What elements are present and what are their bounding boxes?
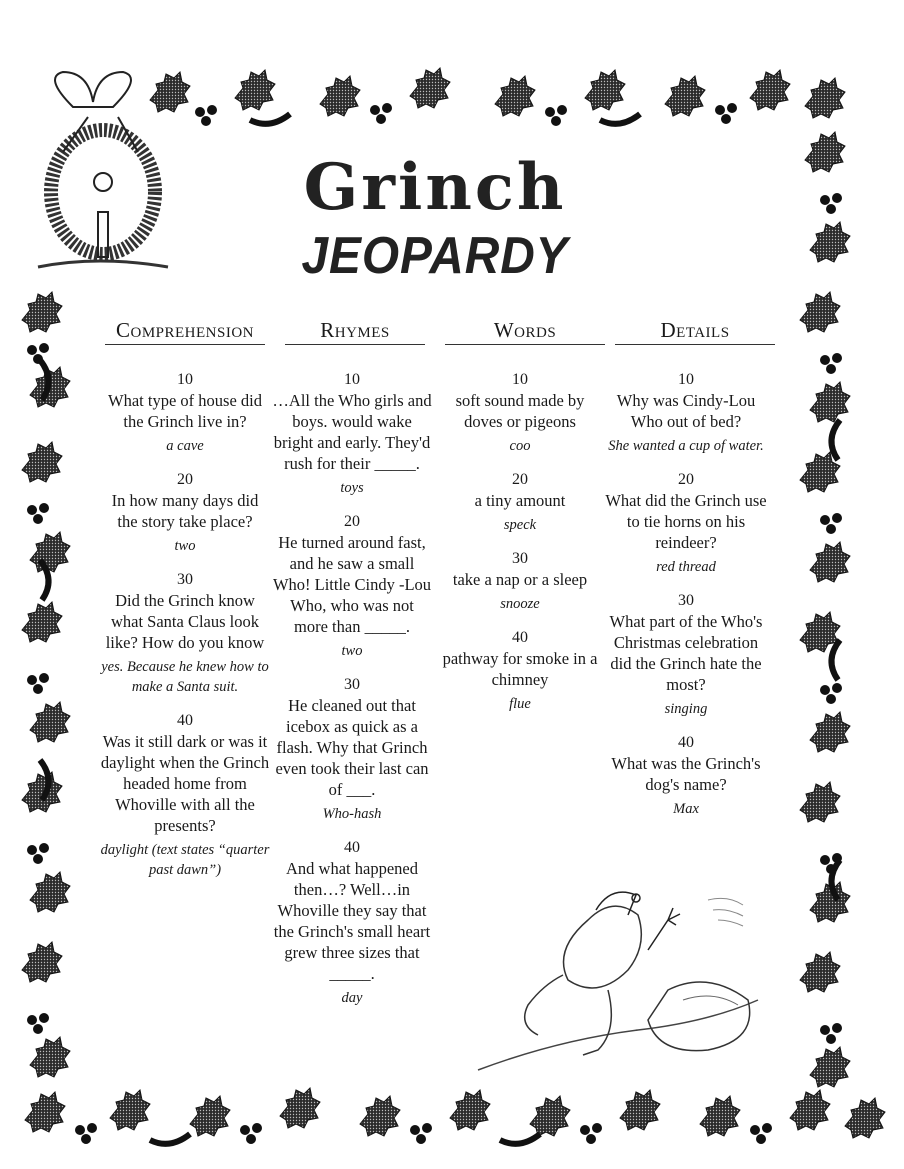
question-text: Was it still dark or was it daylight when the Grinch headed home from Whoville with all the presents? <box>100 732 270 835</box>
point-value: 10 <box>177 371 193 388</box>
answer-text: yes. Because he knew how to make a Santa suit. <box>101 659 269 695</box>
point-value: 30 <box>177 571 193 588</box>
header-comprehension: Comprehension <box>105 318 265 345</box>
question-text: He turned around fast, and he saw a small Who! Little Cindy -Lou Who, who was not more than _____. <box>272 533 432 636</box>
point-value: 40 <box>512 629 528 646</box>
point-value: 10 <box>344 371 360 388</box>
question-block <box>100 370 270 456</box>
question-text: And what happened then…? Well…in Whoville they say that the Grinch's small heart grew three sizes that _____. <box>273 859 431 983</box>
page-subtitle: JEOPARDY <box>301 227 569 285</box>
answer-text: daylight (text states “quarter past dawn”) <box>100 842 270 878</box>
answer-text: two <box>341 643 363 659</box>
answer-text: speck <box>503 517 537 533</box>
question-text: Why was Cindy-Lou Who out of bed? <box>616 391 756 431</box>
column-details <box>602 370 770 833</box>
point-value: 30 <box>512 550 528 567</box>
question-text: In how many days did the story take place? <box>111 491 259 531</box>
question-block <box>602 591 770 719</box>
wreath-illustration <box>28 62 178 282</box>
question-block <box>100 711 270 880</box>
answer-text: Max <box>673 801 699 817</box>
question-text: He cleaned out that icebox as quick as a flash. Why that Grinch even took their last can of ___. <box>275 696 429 799</box>
page-title: Grinch <box>303 150 567 225</box>
point-value: 10 <box>512 371 528 388</box>
question-block <box>602 370 770 456</box>
header-details: Details <box>615 318 775 345</box>
column-words <box>440 370 600 728</box>
grinch-sleigh-illustration <box>468 880 768 1080</box>
question-block <box>100 470 270 556</box>
answer-text: coo <box>509 438 531 454</box>
question-text: Did the Grinch know what Santa Claus look like? How do you know <box>105 591 265 652</box>
point-value: 40 <box>344 839 360 856</box>
answer-text: two <box>174 538 196 554</box>
question-block <box>440 470 600 535</box>
question-block <box>602 733 770 819</box>
question-block <box>100 570 270 697</box>
answer-text: toys <box>340 480 364 496</box>
question-text: a tiny amount <box>474 491 566 510</box>
question-text: What type of house did the Grinch live in? <box>108 391 262 431</box>
question-block <box>272 370 432 498</box>
question-text: What was the Grinch's dog's name? <box>611 754 761 794</box>
answer-text: Who-hash <box>322 806 382 822</box>
answer-text: snooze <box>500 596 540 612</box>
question-block <box>272 675 432 824</box>
point-value: 30 <box>678 592 694 609</box>
category-headers <box>100 318 776 348</box>
answer-text: red thread <box>656 559 716 575</box>
point-value: 10 <box>678 371 694 388</box>
point-value: 40 <box>177 712 193 729</box>
answer-text: singing <box>664 701 708 717</box>
question-block <box>272 838 432 1008</box>
question-text: What part of the Who's Christmas celebration did the Grinch hate the most? <box>609 612 763 694</box>
question-text: soft sound made by doves or pigeons <box>455 391 585 431</box>
point-value: 20 <box>678 471 694 488</box>
answer-text: a cave <box>166 438 204 454</box>
question-text: …All the Who girls and boys. would wake bright and early. They'd rush for their _____. <box>272 391 432 473</box>
answer-text: flue <box>509 696 531 712</box>
question-block <box>272 512 432 661</box>
column-comprehension <box>100 370 270 894</box>
question-block <box>440 549 600 614</box>
point-value: 40 <box>678 734 694 751</box>
question-text: pathway for smoke in a chimney <box>442 649 598 689</box>
header-words: Words <box>445 318 605 345</box>
point-value: 20 <box>512 471 528 488</box>
question-text: take a nap or a sleep <box>452 570 588 589</box>
point-value: 20 <box>177 471 193 488</box>
question-block <box>602 470 770 577</box>
header-rhymes: Rhymes <box>285 318 425 345</box>
column-rhymes <box>272 370 432 1022</box>
question-text: What did the Grinch use to tie horns on his reindeer? <box>605 491 767 552</box>
question-block <box>440 370 600 456</box>
answer-text: She wanted a cup of water. <box>608 438 764 454</box>
answer-text: day <box>341 990 363 1006</box>
point-value: 30 <box>344 676 360 693</box>
question-block <box>440 628 600 714</box>
point-value: 20 <box>344 513 360 530</box>
